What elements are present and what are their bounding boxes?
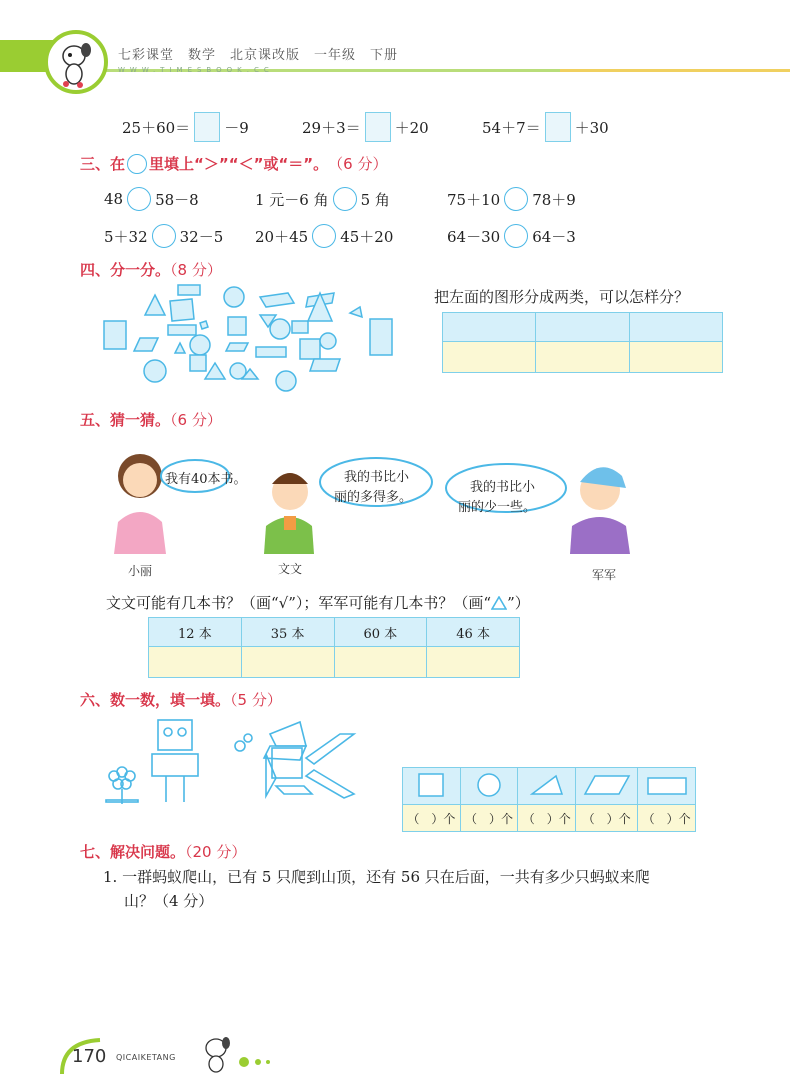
- sort-cell[interactable]: [536, 342, 629, 373]
- compare-circle[interactable]: [312, 224, 336, 248]
- mascot-dog-icon: [44, 30, 108, 94]
- sort-cell[interactable]: [443, 313, 536, 342]
- section-4-title: 四、分一分。（8 分）: [80, 261, 222, 279]
- answer-box[interactable]: [365, 112, 391, 142]
- triangle-shape-icon: [524, 772, 570, 798]
- count-cell[interactable]: （ ）个: [576, 805, 638, 832]
- rectangle-icon: [644, 772, 690, 798]
- equation-3: 54＋7＝ ＋30: [482, 112, 609, 142]
- answer-box[interactable]: [194, 112, 220, 142]
- compare-circle[interactable]: [333, 187, 357, 211]
- problem-1-line1: 1. 一群蚂蚁爬山，已有 5 只爬到山顶，还有 56 只在后面，一共有多少只蚂蚁来爬: [103, 868, 650, 886]
- header-url: WWW.TIMESBOOK.CC: [118, 66, 274, 74]
- compare-item: 5＋32 32－5: [104, 224, 223, 248]
- answer-box[interactable]: [545, 112, 571, 142]
- count-cell[interactable]: （ ）个: [638, 805, 696, 832]
- sort-cell[interactable]: [629, 313, 722, 342]
- compare-circle[interactable]: [127, 187, 151, 211]
- bubble-wenwen-line2: 丽的多得多。: [334, 490, 413, 505]
- option-35: 35 本: [241, 618, 334, 647]
- bubble-junjun-line1: 我的书比小: [470, 480, 536, 495]
- square-icon: [416, 772, 446, 798]
- compare-item: 48 58－8: [104, 187, 199, 211]
- section-3-title: 三、在 里填上“＞”“＜”或“＝”。 （6 分）: [80, 155, 388, 173]
- footer-mascot-icon: [198, 1036, 288, 1074]
- option-12: 12 本: [149, 618, 242, 647]
- name-junjun: 军军: [592, 568, 617, 582]
- count-cell[interactable]: （ ）个: [518, 805, 576, 832]
- mark-cell[interactable]: [149, 647, 242, 678]
- mark-cell[interactable]: [334, 647, 427, 678]
- option-46: 46 本: [427, 618, 520, 647]
- count-table: [402, 767, 696, 832]
- option-60: 60 本: [334, 618, 427, 647]
- sort-table: [442, 312, 723, 373]
- bubble-xiaoli: 我有40本书。: [165, 472, 247, 487]
- compare-item: 64－30 64－3: [447, 224, 576, 248]
- sort-prompt: 把左面的图形分成两类，可以怎样分？: [434, 288, 690, 306]
- name-xiaoli: 小丽: [128, 564, 153, 578]
- compare-circle[interactable]: [504, 187, 528, 211]
- triangle-icon: [491, 596, 507, 610]
- sort-cell[interactable]: [536, 313, 629, 342]
- section-7-title: 七、解决问题。（20 分）: [80, 843, 247, 861]
- section-5-title: 五、猜一猜。（6 分）: [80, 411, 222, 429]
- page-number: 170: [72, 1046, 107, 1067]
- equation-1: 25＋60＝ －9: [122, 112, 249, 142]
- compare-circle[interactable]: [152, 224, 176, 248]
- mark-cell[interactable]: [241, 647, 334, 678]
- footer-brand: QICAIKETANG: [116, 1053, 176, 1062]
- section-6-title: 六、数一数，填一填。（5 分）: [80, 691, 282, 709]
- guess-question: 文文可能有几本书？（画“√”）；军军可能有几本书？（画“ ”）: [106, 594, 530, 612]
- mark-cell[interactable]: [427, 647, 520, 678]
- compare-item: 20＋45 45＋20: [255, 224, 393, 248]
- compare-item: 1 元－6 角 5 角: [255, 187, 390, 211]
- bubble-wenwen-line1: 我的书比小: [344, 470, 410, 485]
- shapes-group: [100, 283, 410, 393]
- options-table: [148, 617, 520, 678]
- sort-cell[interactable]: [629, 342, 722, 373]
- figure-drawings: [100, 716, 400, 816]
- sort-cell[interactable]: [443, 342, 536, 373]
- bubble-junjun-line2: 丽的少一些。: [458, 500, 537, 515]
- circle-shape-icon: [474, 772, 504, 798]
- compare-circle[interactable]: [504, 224, 528, 248]
- circle-icon: [127, 154, 147, 174]
- header-title: 七彩课堂 数学 北京课改版 一年级 下册: [118, 48, 399, 63]
- compare-item: 75＋10 78＋9: [447, 187, 576, 211]
- parallelogram-icon: [581, 772, 633, 798]
- count-cell[interactable]: （ ）个: [460, 805, 518, 832]
- problem-1-line2: 山？（4 分）: [124, 892, 214, 910]
- count-cell[interactable]: （ ）个: [403, 805, 461, 832]
- name-wenwen: 文文: [278, 562, 303, 576]
- equation-2: 29＋3＝ ＋20: [302, 112, 429, 142]
